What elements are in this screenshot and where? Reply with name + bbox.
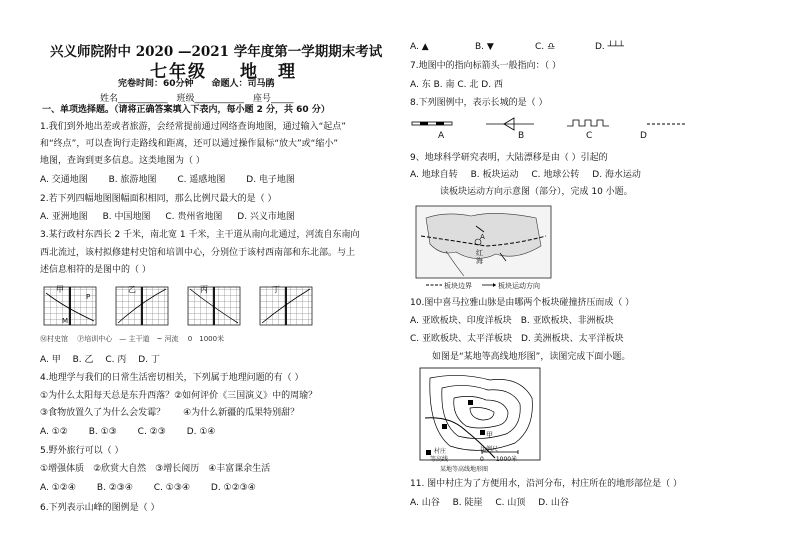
plate-label-red: 红: [476, 249, 483, 257]
q6-option-a[interactable]: A. ▲: [410, 42, 429, 52]
q6-option-b[interactable]: B. ▼: [475, 42, 494, 52]
map-marker-m: M: [62, 317, 69, 325]
q11-option-c[interactable]: C. 山顶: [495, 498, 526, 508]
map-label-yi: 乙: [128, 285, 136, 294]
section-heading: 一、单项选择题。（请将正确答案填入下表内，每小题 2 分，共 60 分）: [42, 105, 330, 115]
q7-option-c[interactable]: C. 北: [457, 80, 479, 90]
contour-scale-value: 0 1000米: [480, 456, 518, 463]
contour-map-caption: 某地等高线地形图: [440, 466, 489, 473]
q4-statement2: ③食物放置久了为什么会发霉？ ④为什么新疆的瓜果特别甜？: [40, 408, 300, 418]
contour-legend-line: 等高线: [430, 456, 449, 463]
q7-option-d[interactable]: D. 西: [481, 80, 503, 90]
contour-intro: 如图是“某地等高线地形图”，读图完成下面小题。: [432, 352, 631, 362]
q7-option-b[interactable]: B. 南: [433, 80, 455, 90]
q11-option-b[interactable]: B. 陡崖: [452, 498, 483, 508]
q4-option-a[interactable]: A. ①②: [40, 427, 68, 437]
q5-option-b[interactable]: B. ②③④: [96, 483, 133, 493]
plate-label-sea: 海: [476, 257, 483, 265]
map-bing: [188, 287, 240, 325]
q1-text-line3: 地图，查询到更多信息。这类地图为（ ）: [40, 156, 205, 166]
legend-river: 河流: [164, 335, 179, 343]
q3-text-line3: 述信息相符的是图中的（ ）: [40, 265, 151, 275]
q7-options: [410, 80, 503, 91]
exam-meta: 完卷时间：60分钟 命题人：司马鹃: [118, 79, 275, 89]
legend-training: Ⓟ培训中心: [77, 335, 113, 343]
q3-option-d[interactable]: D. 丁: [138, 355, 160, 365]
q4-options: [40, 427, 233, 438]
legend-road: 主干道: [128, 335, 150, 343]
legend-scale: 0 1000米: [187, 335, 225, 343]
q5-option-c[interactable]: C. ①③④: [153, 483, 191, 493]
map-label-jia: 甲: [56, 285, 64, 294]
pass-icon: ♎: [547, 42, 556, 52]
peak-triangle-icon: ▲: [421, 42, 429, 52]
q11-options: [410, 498, 579, 509]
q9-options: [410, 170, 651, 181]
symbol-railway: [412, 122, 452, 125]
q10-options-2[interactable]: C. 亚欧板块、太平洋板块 D. 美洲板块、太平洋板块: [410, 334, 624, 344]
q9-text: 9、地球科学研究表明，大陆漂移是由（ ）引起的: [410, 153, 608, 163]
q9-option-c[interactable]: C. 地球公转: [531, 170, 580, 180]
map-yi: [116, 287, 168, 325]
q1-text-line2: 和“终点”，可以查询行走路线和距离，还可以通过操作鼠标“放大”或“缩小”: [40, 139, 338, 149]
subject-label: 地 理: [240, 62, 297, 82]
exam-title: 兴义师院附中 2020 —2021 学年度第一学期期末考试: [50, 44, 383, 60]
q4-statement1: ①为什么太阳每天总是东升西落？②如何评价《三国演义》中的周瑜？: [40, 391, 318, 401]
plate-label-a: A: [480, 233, 485, 241]
q3-text-line1: 3.某行政村东西长 2 千米，南北宽 1 千米，主干道从南向北通过，河流自东南向: [40, 230, 360, 240]
map-marker-p: P: [86, 293, 91, 301]
contour-legend-village: 村庄: [434, 448, 447, 455]
symbol-boundary: [486, 118, 534, 130]
cliff-icon: ┴┴┴: [607, 42, 624, 52]
q1-options: [40, 175, 313, 186]
q6-option-d[interactable]: D. ┴┴┴: [595, 42, 624, 52]
contour-label-jia: 甲: [486, 431, 493, 439]
q1-text-line1: 1.我们到外地出差或者旅游，会经常提前通过网络查询地图，通过输入“起点”: [40, 122, 346, 132]
q11-text: 11. 图中村庄为了方便用水，沿河分布，村庄所在的地形部位是（ ）: [410, 479, 683, 489]
down-triangle-icon: ▼: [486, 42, 494, 52]
q5-statement: ①增强体质 ②欣赏大自然 ③增长阅历 ④丰富课余生活: [40, 464, 271, 474]
q9-option-d[interactable]: D. 海水运动: [592, 170, 641, 180]
plate-motion-map: [416, 206, 551, 291]
q3-option-b[interactable]: B. 乙: [72, 355, 94, 365]
q2-options: [40, 212, 307, 223]
q5-option-d[interactable]: D. ①②③④: [210, 483, 256, 493]
q5-options: [40, 483, 274, 494]
symbol-great-wall: [567, 120, 609, 126]
q7-option-a[interactable]: A. 东: [410, 80, 431, 90]
grade-label: 七年级: [150, 62, 207, 82]
q3-text-line2: 西北流过，该村拟修建村史馆和培训中心，分别位于该村西南部和东北部。与上: [40, 248, 356, 258]
q3-legend: Ⓜ村史馆 Ⓟ培训中心 — 主干道 ~ 河流 0 1000米: [40, 335, 225, 343]
map-label-ding: 丁: [272, 285, 280, 294]
q6-option-c[interactable]: C. ♎: [535, 42, 556, 52]
legend-plate-motion: 板块运动方向: [498, 282, 540, 290]
q2-option-c[interactable]: C. 贵州省地图: [165, 212, 223, 222]
q1-option-b[interactable]: B. 旅游地图: [108, 175, 157, 185]
map-ding: [260, 287, 312, 325]
q3-options: [40, 355, 160, 366]
q11-option-a[interactable]: A. 山谷: [410, 498, 440, 508]
q8-legend-symbols: [412, 116, 722, 138]
plate-intro: 读板块运动方向示意图（部分），完成 10 小题。: [440, 187, 633, 197]
q4-option-d[interactable]: D. ①④: [186, 427, 216, 437]
q5-text: 5.野外旅行可以（ ）: [40, 446, 124, 456]
q11-option-d[interactable]: D. 山谷: [538, 498, 569, 508]
q10-options-1[interactable]: A. 亚欧板块、印度洋板块 B. 亚欧板块、非洲板块: [410, 316, 614, 326]
legend-plate-boundary: 板块边界: [444, 282, 472, 290]
q10-text: 10.图中喜马拉雅山脉是由哪两个板块碰撞挤压而成（ ）: [410, 298, 635, 308]
q9-option-a[interactable]: A. 地球自转: [410, 170, 458, 180]
q2-option-d[interactable]: D. 兴义市地图: [237, 212, 295, 222]
q4-option-c[interactable]: C. ②③: [137, 427, 166, 437]
q1-option-d[interactable]: D. 电子地图: [246, 175, 295, 185]
q2-option-a[interactable]: A. 亚洲地图: [40, 212, 88, 222]
q5-option-a[interactable]: A. ①②④: [40, 483, 76, 493]
q3-option-a[interactable]: A. 甲: [40, 355, 61, 365]
q1-option-a[interactable]: A. 交通地图: [40, 175, 88, 185]
q2-text: 2.若下列四幅地图图幅面积相同，那么比例尺最大的是（ ）: [40, 194, 277, 204]
map-label-bing: 丙: [200, 285, 208, 294]
q7-text: 7.地图中的指向标箭头一般指向：（ ）: [410, 61, 561, 71]
q8-label-d[interactable]: D: [640, 131, 647, 141]
q6-text: 6.下列表示山峰的图例是（ ）: [40, 503, 160, 513]
q8-label-c[interactable]: C: [586, 131, 593, 141]
q8-label-b[interactable]: B: [518, 131, 525, 141]
name-class-seat-line: 姓名___________ 班级___________ 座号_____: [100, 94, 294, 104]
q9-option-b[interactable]: B. 板块运动: [470, 170, 519, 180]
q3-option-c[interactable]: C. 丙: [105, 355, 127, 365]
contour-scale-label: 比例尺: [480, 446, 499, 453]
legend-museum: Ⓜ村史馆: [40, 335, 68, 343]
q4-option-b[interactable]: B. ①③: [88, 427, 117, 437]
q1-option-c[interactable]: C. 遥感地图: [177, 175, 226, 185]
q4-text: 4.地理学与我们的日常生活密切相关，下列属于地理问题的有（ ）: [40, 373, 304, 383]
q8-label-a[interactable]: A: [438, 131, 445, 141]
q2-option-b[interactable]: B. 中国地图: [102, 212, 151, 222]
q8-text: 8.下列图例中，表示长城的是（ ）: [410, 98, 548, 108]
